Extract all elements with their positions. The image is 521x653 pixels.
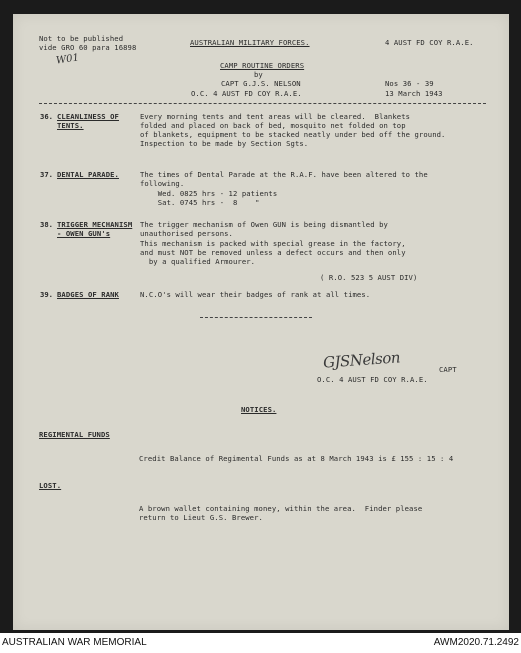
- order-number: 36.: [40, 112, 53, 121]
- order-line: Sat. 0745 hrs - 8 ": [140, 198, 260, 207]
- by-line: by: [254, 70, 263, 79]
- notice-heading: REGIMENTAL FUNDS: [39, 430, 110, 439]
- unit-designation: 4 AUST FD COY R.A.E.: [385, 38, 474, 47]
- signature: GJSNelson: [322, 348, 401, 372]
- force-title: AUSTRALIAN MILITARY FORCES.: [190, 38, 310, 47]
- signature-role: O.C. 4 AUST FD COY R.A.E.: [317, 375, 428, 384]
- order-numbers: Nos 36 - 39: [385, 79, 434, 88]
- order-line: Every morning tents and tent areas will be cleared. Blankets: [140, 112, 411, 121]
- order-line: This mechanism is packed with special grease in the factory,: [140, 239, 406, 248]
- handwritten-mark: W01: [55, 52, 80, 67]
- order-line: Inspection to be made by Section Sgts.: [140, 139, 309, 148]
- order-date: 13 March 1943: [385, 89, 443, 98]
- footer-accession-number: AWM2020.71.2492: [433, 637, 519, 648]
- header-divider: [39, 103, 486, 104]
- order-line: following.: [140, 179, 185, 188]
- notice-line: A brown wallet containing money, within the area. Finder please: [139, 504, 423, 513]
- order-number: 39.: [40, 290, 53, 299]
- order-line: unauthorised persons.: [140, 229, 233, 238]
- order-line: and must NOT be removed unless a defect occurs and then only: [140, 248, 406, 257]
- order-line: by a qualified Armourer.: [140, 257, 256, 266]
- officer-role: O.C. 4 AUST FD COY R.A.E.: [191, 89, 302, 98]
- notices-heading: NOTICES.: [241, 405, 277, 414]
- publication-restriction-line-2: vide GRO 60 para 16898: [39, 43, 137, 52]
- order-line: of blankets, equipment to be stacked neatly under bed off the ground.: [140, 130, 446, 139]
- order-heading: DENTAL PARADE.: [57, 170, 119, 179]
- order-line: Wed. 0825 hrs - 12 patients: [140, 189, 278, 198]
- order-heading: CLEANLINESS OF TENTS.: [57, 112, 119, 130]
- notice-line: return to Lieut G.S. Brewer.: [139, 513, 263, 522]
- signature-rank: CAPT: [439, 365, 457, 374]
- archive-footer: [0, 633, 521, 653]
- order-reference: ( R.O. 523 5 AUST DIV): [320, 273, 418, 282]
- officer-name: CAPT G.J.S. NELSON: [221, 79, 301, 88]
- notice-heading: LOST.: [39, 481, 62, 490]
- page-title: CAMP ROUTINE ORDERS: [220, 61, 305, 70]
- footer-institution: AUSTRALIAN WAR MEMORIAL: [2, 637, 147, 648]
- order-heading: TRIGGER MECHANISM - OWEN GUN's: [57, 220, 133, 238]
- order-number: 38.: [40, 220, 53, 229]
- order-number: 37.: [40, 170, 53, 179]
- order-line: folded and placed on back of bed, mosquito net folded on top: [140, 121, 406, 130]
- publication-restriction-line-1: Not to be published: [39, 34, 124, 43]
- order-line: The times of Dental Parade at the R.A.F. have been altered to the: [140, 170, 428, 179]
- document-page: [13, 14, 509, 630]
- order-heading: BADGES OF RANK: [57, 290, 119, 299]
- notice-text: Credit Balance of Regimental Funds as at 8 March 1943 is £ 155 : 15 : 4: [139, 454, 454, 463]
- order-line: The trigger mechanism of Owen GUN is being dismantled by: [140, 220, 388, 229]
- order-line: N.C.O's will wear their badges of rank at all times.: [140, 290, 371, 299]
- section-divider: [200, 317, 312, 318]
